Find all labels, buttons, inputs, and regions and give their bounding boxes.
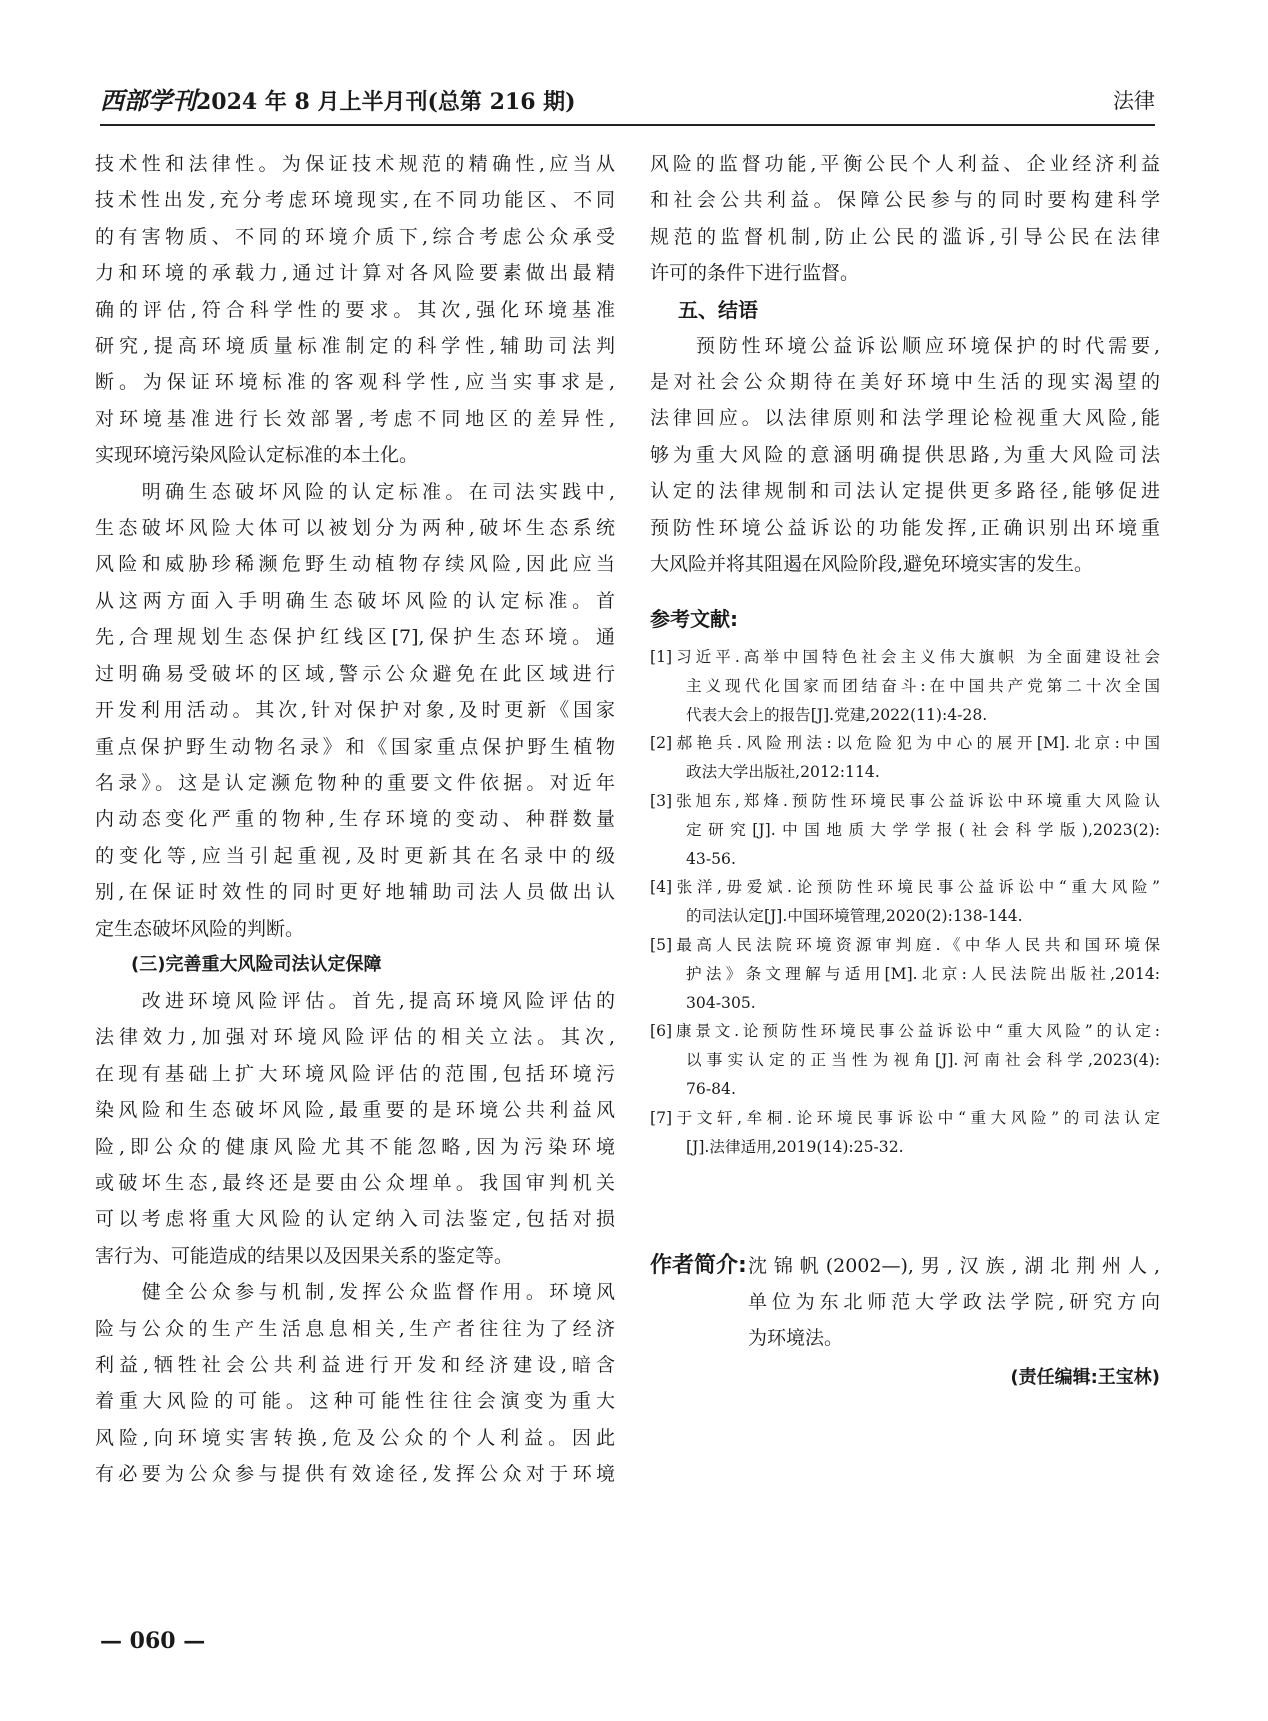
reference-line: 代表大会上的报告[J].党建,2022(11):4-28.: [686, 705, 988, 724]
section-label: 法律: [1113, 89, 1155, 113]
text-line: 风险的监督功能,平衡公民个人利益、企业经济利益: [650, 153, 1160, 175]
text-line: 名录》。这是认定濒危物种的重要文件依据。对近年: [95, 771, 615, 794]
text-line: 技术性和法律性。为保证技术规范的精确性,应当从: [95, 153, 615, 175]
text-line: 规范的监督机制,防止公民的滥诉,引导公民在法律: [650, 225, 1160, 248]
reference-entry: [6]康景文.论预防性环境民事公益诉讼中“重大风险”的认定:: [650, 1022, 1160, 1041]
text-line: 的变化等,应当引起重视,及时更新其在名录中的级: [95, 844, 615, 867]
text-line: 着重大风险的可能。这种可能性往往会演变为重大: [95, 1390, 615, 1413]
reference-line: 政法大学出版社,2012:114.: [686, 763, 880, 782]
header-rule: [100, 124, 1155, 126]
text-line: 重点保护野生动物名录》和《国家重点保护野生植物: [95, 735, 615, 758]
references-list: [650, 643, 1160, 1161]
author-bio-line: 单位为东北师范大学政法学院,研究方向: [748, 1291, 1160, 1313]
text-line: 大风险并将其阻遏在风险阶段,避免环境实害的发生。: [650, 553, 1094, 576]
text-line: 风险和威胁珍稀濒危野生动植物存续风险,因此应当: [95, 553, 615, 576]
text-line: 预防性环境公益诉讼顺应环境保护的时代需要,: [650, 334, 1160, 357]
author-bio-text: [748, 1248, 1160, 1356]
reference-line: 76-84.: [686, 1079, 736, 1098]
reference-entry: [2]郝艳兵.风险刑法:以危险犯为中心的展开[M].北京:中国: [650, 734, 1160, 753]
text-line: 内动态变化严重的物种,生存环境的变动、种群数量: [95, 808, 615, 831]
reference-entry: [1]习近平.高举中国特色社会主义伟大旗帜 为全面建设社会: [650, 648, 1160, 666]
text-line: 健全公众参与机制,发挥公众监督作用。环境风: [95, 1281, 615, 1304]
text-line: 在现有基础上扩大环境风险评估的范围,包括环境污: [95, 1062, 615, 1085]
text-line: 确的评估,符合科学性的要求。其次,强化环境基准: [95, 298, 615, 321]
text-line: 别,在保证时效性的同时更好地辅助司法人员做出认: [95, 881, 615, 904]
author-bio-line: 为环境法。: [748, 1327, 844, 1349]
text-line: 的有害物质、不同的环境介质下,综合考虑公众承受: [95, 225, 615, 248]
reference-line: 以事实认定的正当性为视角[J].河南社会科学,2023(4):: [686, 1051, 1160, 1070]
journal-title: [100, 86, 576, 117]
running-header: [100, 86, 1155, 120]
text-line: 险与公众的生产生活息息相关,生产者往往为了经济: [95, 1317, 615, 1340]
reference-entry: [7]于文轩,牟桐.论环境民事诉讼中“重大风险”的司法认定: [650, 1108, 1160, 1127]
text-line: 改进环境风险评估。首先,提高环境风险评估的: [95, 989, 615, 1012]
reference-entry: [4]张洋,毋爱斌.论预防性环境民事公益诉讼中“重大风险”: [650, 878, 1160, 897]
journal-logo: 西部学刊: [100, 86, 196, 115]
text-line: 法律效力,加强对环境风险评估的相关立法。其次,: [95, 1026, 615, 1049]
responsible-editor: (责任编辑:王宝林): [1010, 1367, 1160, 1388]
text-line: 过明确易受破坏的区域,警示公众避免在此区域进行: [95, 662, 615, 685]
references-title: 参考文献:: [650, 607, 738, 631]
text-line: 是对社会公众期待在美好环境中生活的现实渴望的: [650, 371, 1160, 394]
reference-line: 定研究[J].中国地质大学学报(社会科学版),2023(2):: [686, 820, 1160, 839]
text-line: 利益,牺牲社会公共利益进行开发和经济建设,暗含: [95, 1354, 615, 1376]
text-line: 认定的法律规制和司法认定提供更多路径,能够促进: [650, 480, 1160, 503]
text-line: 断。为保证环境标准的客观科学性,应当实事求是,: [95, 371, 615, 394]
author-bio-line: 沈锦帆(2002—),男,汉族,湖北荆州人,: [748, 1255, 1160, 1277]
reference-line: 43-56.: [686, 849, 736, 868]
author-bio-label: 作者简介:: [650, 1253, 747, 1278]
text-line: 预防性环境公益诉讼的功能发挥,正确识别出环境重: [650, 516, 1160, 539]
text-line: 对环境基准进行长效部署,考虑不同地区的差异性,: [95, 407, 615, 430]
reference-line: [J].法律适用,2019(14):25-32.: [686, 1137, 904, 1156]
right-column: [650, 146, 1160, 582]
text-line: 有必要为公众参与提供有效途径,发挥公众对于环境: [95, 1463, 615, 1486]
text-line: 研究,提高环境质量标准制定的科学性,辅助司法判: [95, 335, 615, 358]
text-line: 技术性出发,充分考虑环境现实,在不同功能区、不同: [95, 189, 615, 212]
text-line: 或破坏生态,最终还是要由公众埋单。我国审判机关: [95, 1171, 615, 1194]
text-line: 可以考虑将重大风险的认定纳入司法鉴定,包括对损: [95, 1208, 615, 1231]
left-column: [95, 146, 615, 1493]
text-line: 明确生态破坏风险的认定标准。在司法实践中,: [95, 480, 615, 503]
text-line: 力和环境的承载力,通过计算对各风险要素做出最精: [95, 262, 615, 285]
text-line: 先,合理规划生态保护红线区[7],保护生态环境。通: [95, 626, 615, 649]
reference-entry: [3]张旭东,郑烽.预防性环境民事公益诉讼中环境重大风险认: [650, 791, 1160, 810]
reference-line: 主义现代化国家而团结奋斗:在中国共产党第二十次全国: [686, 676, 1160, 695]
page-number: — 060 —: [100, 1628, 206, 1654]
text-line: 开发利用活动。其次,针对保护对象,及时更新《国家: [95, 699, 615, 722]
journal-issue: 2024 年 8 月上半月刊(总第 216 期): [196, 89, 576, 115]
text-line: 从这两方面入手明确生态破坏风险的认定标准。首: [95, 589, 615, 612]
text-line: 和社会公共利益。保障公民参与的同时要构建科学: [650, 189, 1160, 212]
reference-line: 304-305.: [686, 993, 756, 1012]
section-heading: 五、结语: [678, 297, 758, 322]
text-line: 许可的条件下进行监督。: [650, 262, 860, 285]
text-line: 险,即公众的健康风险尤其不能忽略,因为污染环境: [95, 1135, 615, 1158]
reference-entry: [5]最高人民法院环境资源审判庭.《中华人民共和国环境保: [650, 935, 1160, 954]
text-line: 生态破坏风险大体可以被划分为两种,破坏生态系统: [95, 517, 615, 540]
text-line: 够为重大风险的意涵明确提供思路,为重大风险司法: [650, 443, 1160, 466]
subsection-heading: (三)完善重大风险司法认定保障: [131, 953, 382, 975]
text-line: 害行为、可能造成的结果以及因果关系的鉴定等。: [95, 1244, 514, 1267]
reference-line: 护法》条文理解与适用[M].北京:人民法院出版社,2014:: [686, 964, 1160, 983]
text-line: 染风险和生态破坏风险,最重要的是环境公共利益风: [95, 1099, 615, 1122]
text-line: 法律回应。以法律原则和法学理论检视重大风险,能: [650, 407, 1160, 430]
reference-line: 的司法认定[J].中国环境管理,2020(2):138-144.: [686, 907, 1023, 926]
text-line: 定生态破坏风险的判断。: [95, 917, 305, 940]
text-line: 风险,向环境实害转换,危及公众的个人利益。因此: [95, 1426, 615, 1449]
text-line: 实现环境污染风险认定标准的本土化。: [95, 444, 419, 467]
